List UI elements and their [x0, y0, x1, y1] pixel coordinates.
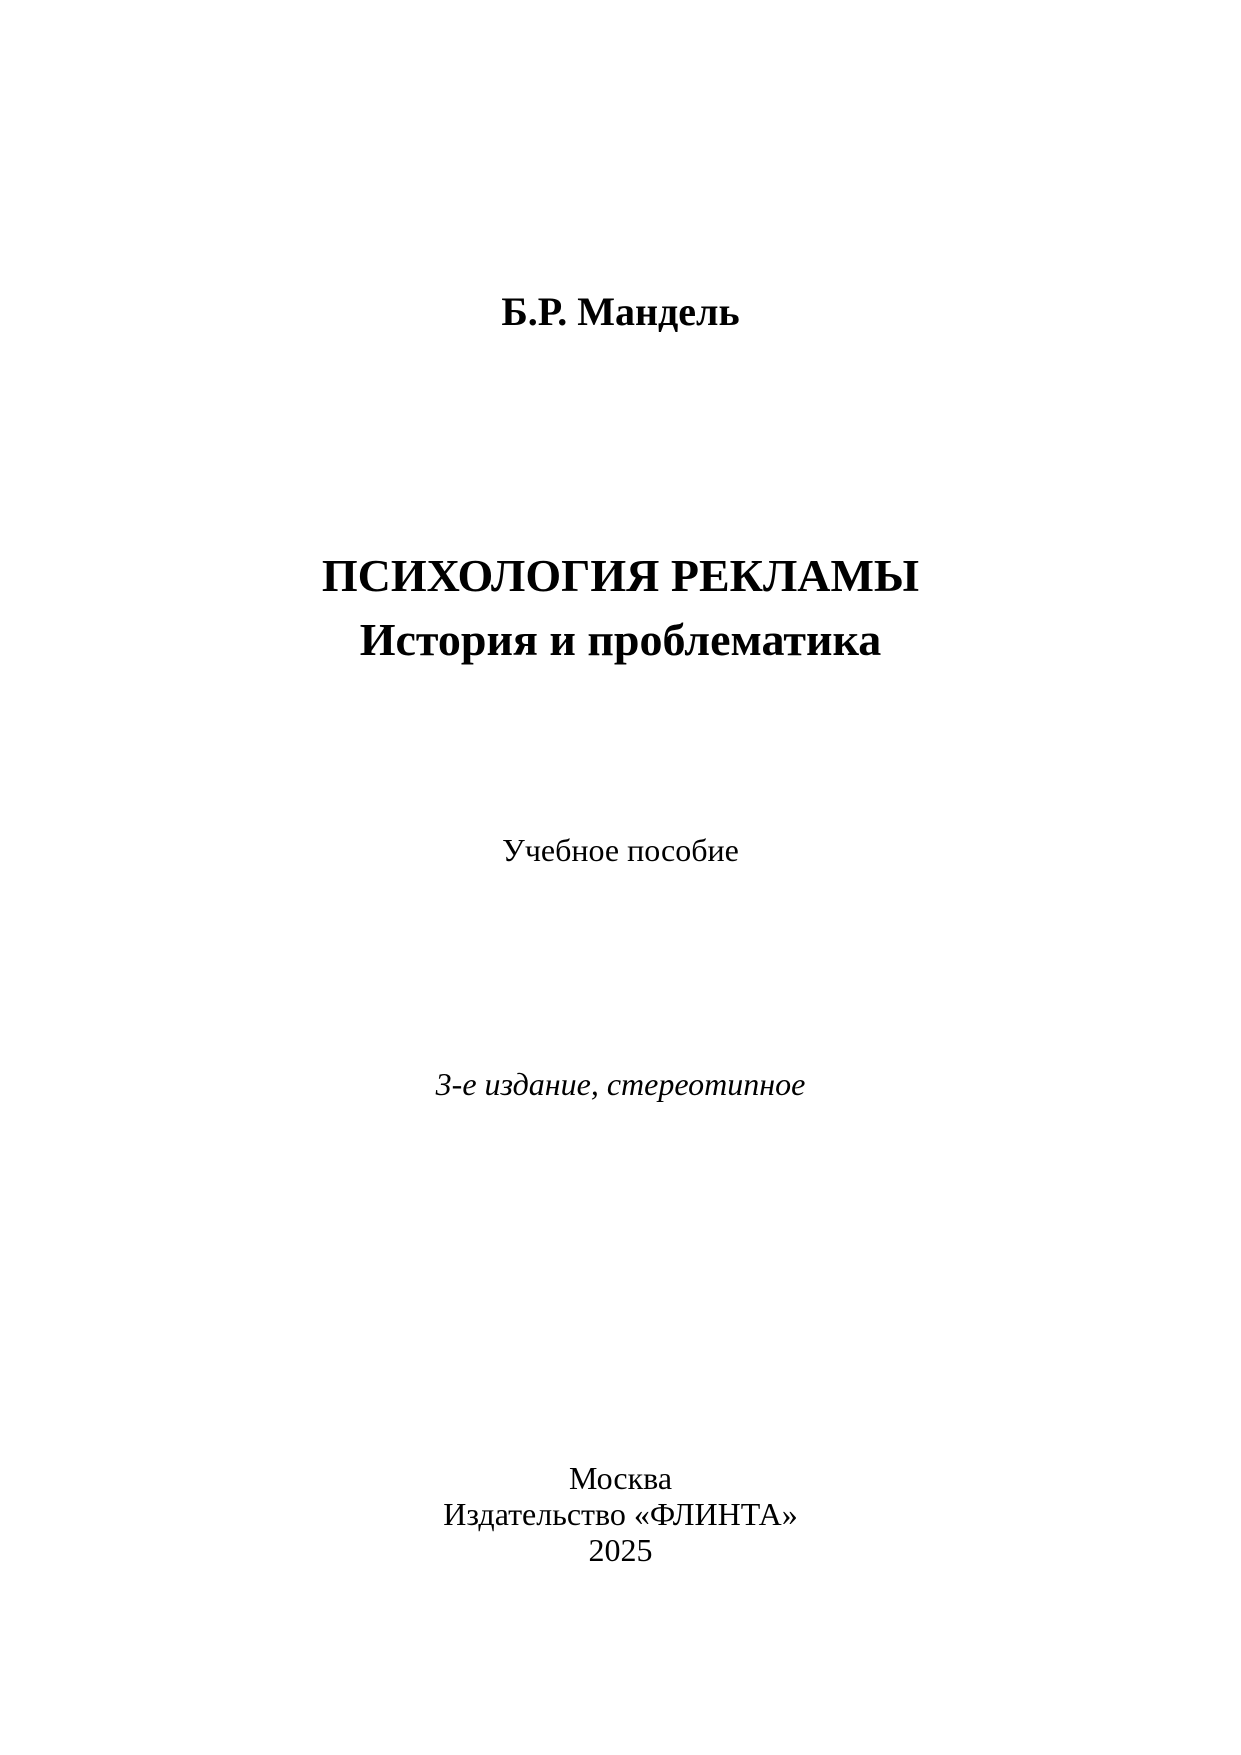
book-title: ПСИХОЛОГИЯ РЕКЛАМЫ	[321, 550, 920, 601]
edition-note: 3-е издание, стереотипное	[435, 1066, 806, 1102]
imprint-publisher: Издательство «ФЛИНТА»	[443, 1496, 798, 1532]
document-type: Учебное пособие	[502, 832, 739, 868]
author-name: Б.Р. Мандель	[501, 289, 740, 334]
imprint-year: 2025	[588, 1532, 653, 1568]
imprint-city: Москва	[568, 1460, 673, 1496]
imprint-block	[0, 1460, 1241, 1568]
book-subtitle: История и проблематика	[359, 614, 882, 665]
